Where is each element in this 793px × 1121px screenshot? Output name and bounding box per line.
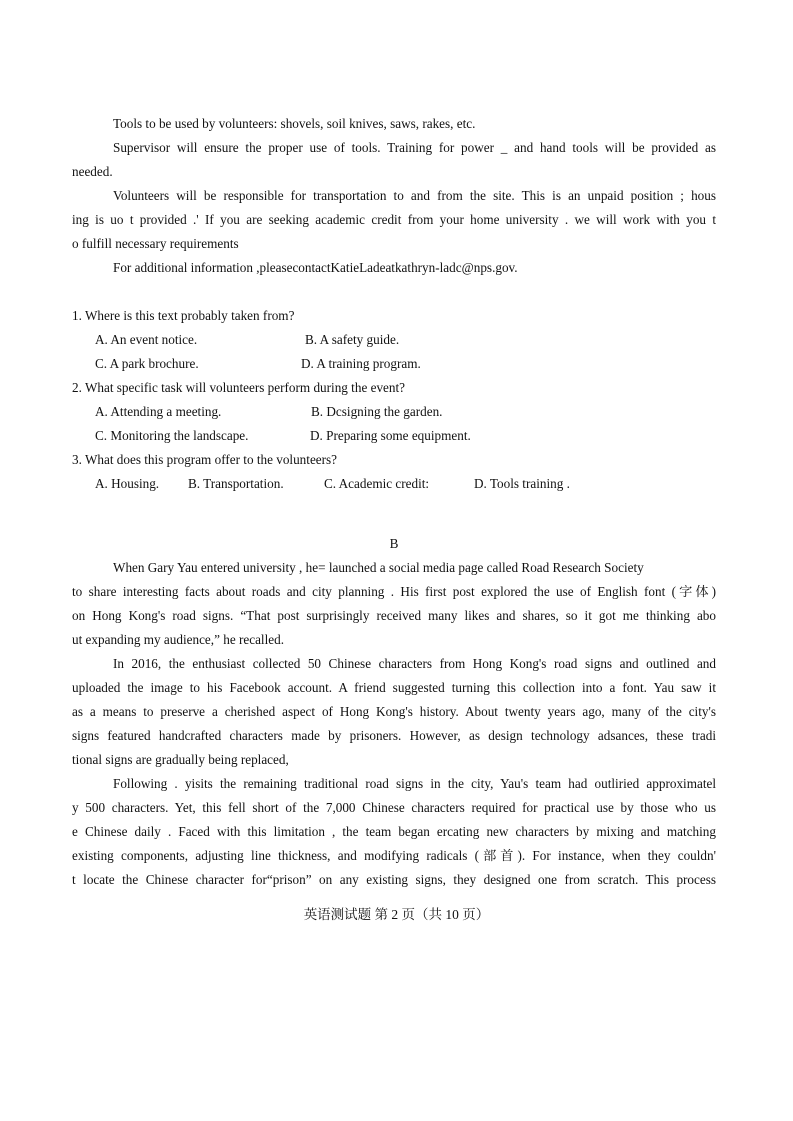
option-d: D. Tools training . [474,476,570,491]
passage-b-line: y 500 characters. Yet, this fell short of the 7,000 Chinese characters required for practical use by those who us [72,800,716,815]
passage-a-line: Tools to be used by volunteers: shovels, soil knives, saws, rakes, etc. [113,116,476,131]
option-b: B. A safety guide. [305,332,400,347]
question-stem: 1. Where is this text probably taken from? [72,308,295,323]
section-heading: B [389,536,399,551]
question-2 [72,376,716,448]
passage-b-line: ut expanding my audience,” he recalled. [72,632,285,647]
passage-b-line: as a means to preserve a cherished aspect of Hong Kong's history. About twenty years ago, many of the city's [72,704,716,719]
page-footer: 英语测试题 第 2 页（共 10 页） [303,907,490,922]
passage-b-line: uploaded the image to his Facebook account. A friend suggested turning this collection into a font. Yau saw it [72,680,716,695]
passage-b-line: signs featured handcrafted characters made by prisoners. However, as design technology adsances, these tradi [72,728,716,743]
option-a: A. Housing. [95,476,160,491]
passage-a-line: needed. [72,164,113,179]
question-stem: 3. What does this program offer to the volunteers? [72,452,338,467]
passage-b-line: In 2016, the enthusiast collected 50 Chinese characters from Hong Kong's road signs and outlined and [113,656,716,671]
option-d: D. A training program. [301,356,421,371]
option-b: B. Transportation. [188,476,284,491]
passage-b-line: existing components, adjusting line thickness, and modifying radicals (部首). For instance, when they couldn' [72,848,716,863]
passage-b-line: on Hong Kong's road signs. “That post surprisingly received many likes and shares, so it got me thinking abo [72,608,716,623]
passage-b-line: When Gary Yau entered university , he= launched a social media page called Road Research Society [113,560,644,575]
option-c: C. A park brochure. [95,356,199,371]
passage-a-line: For additional information ,pleasecontactKatieLadeatkathryn-ladc@nps.gov. [113,260,518,275]
option-a: A. Attending a meeting. [95,404,222,419]
question-stem: 2. What specific task will volunteers perform during the event? [72,380,406,395]
passage-b-line: Following . yisits the remaining traditional road signs in the city, Yau's team had outliried approximatel [113,776,716,791]
passage-b-line: tional signs are gradually being replaced, [72,752,289,767]
option-c: C. Academic credit: [324,476,430,491]
option-d: D. Preparing some equipment. [310,428,471,443]
option-a: A. An event notice. [95,332,198,347]
question-1 [72,304,716,376]
passage-a-line: Volunteers will be responsible for transportation to and from the site. This is an unpaid position ; hous [113,188,716,203]
option-b: B. Dcsigning the garden. [311,404,443,419]
passage-b-line: to share interesting facts about roads and city planning . His first post explored the use of English font (字体) [72,584,716,599]
passage-a-line: ing is uo t provided .' If you are seeking academic credit from your home university . we will work with you t [72,212,716,227]
passage-a-line: o fulfill necessary requirements [72,236,239,251]
passage-b-line: t locate the Chinese character for“prison” on any existing signs, they designed one from scratch. This process [72,872,716,887]
option-c: C. Monitoring the landscape. [95,428,249,443]
passage-a-line: Supervisor will ensure the proper use of tools. Training for power _ and hand tools will be provided as [113,140,716,155]
passage-b-line: e Chinese daily . Faced with this limitation , the team began ercating new characters by mixing and matching [72,824,716,839]
document-page [72,112,716,892]
question-3 [72,448,716,496]
